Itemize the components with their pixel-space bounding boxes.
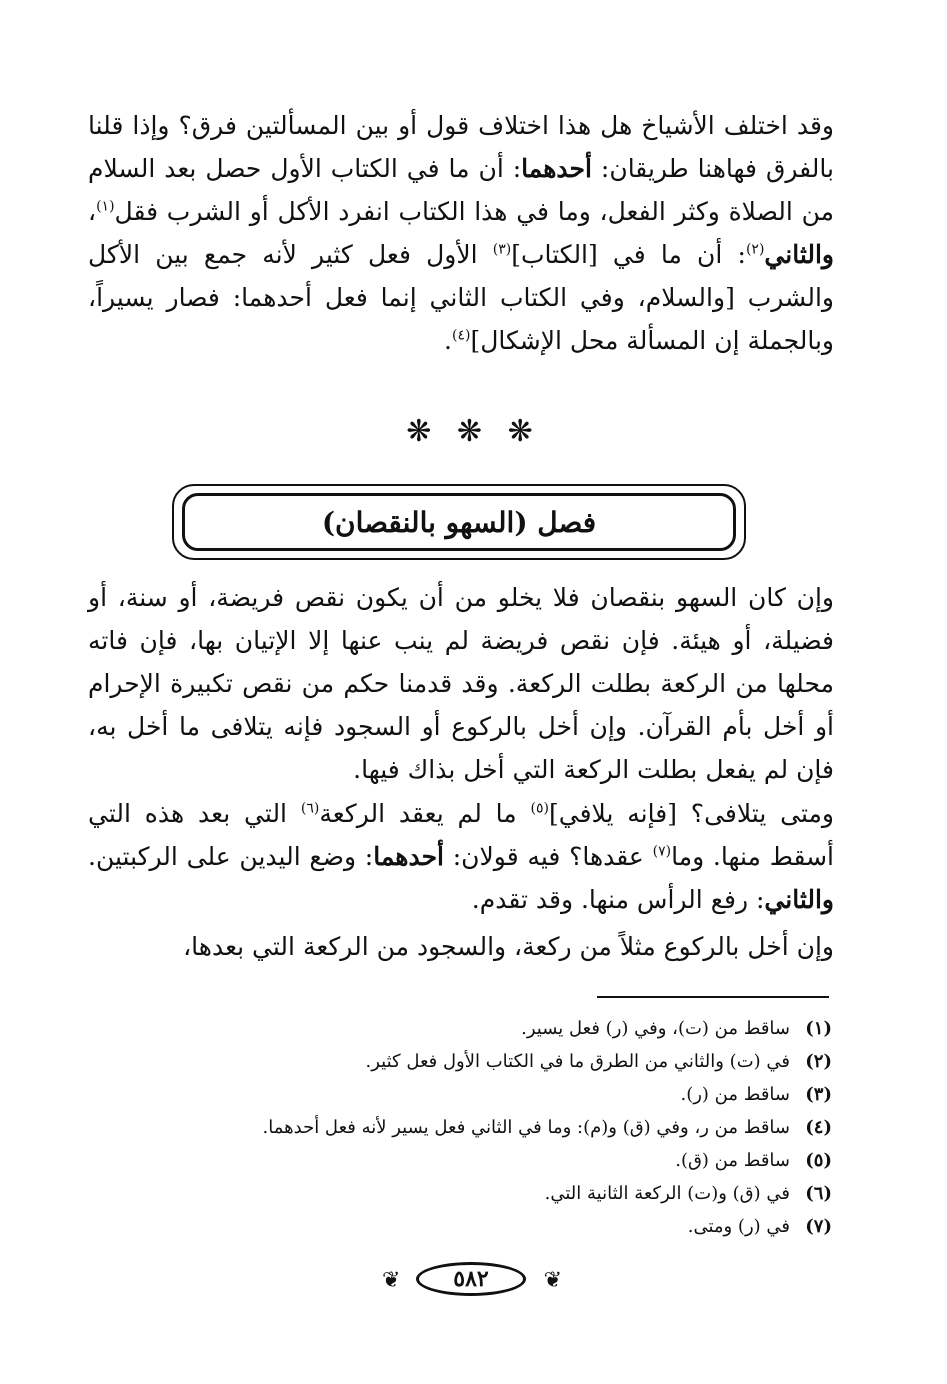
footnote-ref: (٤): [451, 327, 471, 344]
footnote-number: (٢): [805, 1051, 832, 1072]
footnote-number: (١): [805, 1018, 832, 1039]
paragraph-2: وإن كان السهو بنقصان فلا يخلو من أن يكون نقص فريضة، أو سنة، أو فضيلة، أو هيئة. فإن نقص فريضة لم ينب عنها إلا الإتيان بها، فإن فاته محلها من الركعة بطلت الركعة. وقد قدمنا حكم من نقص تكبيرة الإحرام أو أخل بأم القرآن. وإن أخل بالركوع أو السجود فإنه يتلافى ما أخل به، فإن لم يفعل بطلت الركعة التي أخل بذاك فيها.: [88, 583, 834, 784]
footnote-item: [160, 1144, 832, 1177]
text-run: التي بعد هذه التي أسقط منها. وما: [88, 799, 834, 871]
section-title: فصل (السهو بالنقصان): [321, 505, 597, 539]
footnote-number: (٥): [805, 1150, 832, 1171]
footnote-item: [160, 1045, 832, 1078]
text-run: ،: [88, 197, 97, 226]
footnote-ref: (٣): [492, 241, 512, 258]
page-number: ٥٨٢: [416, 1262, 526, 1296]
footnote-item: [160, 1210, 832, 1243]
bold-term: والثاني: [764, 885, 834, 914]
footnote-text: في (ر) ومتى.: [687, 1216, 790, 1237]
footnote-text: في (ق) و(ت) الركعة الثانية التي.: [544, 1183, 790, 1204]
text-run: : أن ما في الكتاب الأول حصل بعد السلام من الصلاة وكثر الفعل، وما في هذا الكتاب انفرد الأكل أو الشرب فقل: [88, 154, 834, 226]
footnote-ref: (٢): [745, 241, 765, 258]
bold-term: والثاني: [764, 240, 834, 269]
text-run: الأول فعل كثير لأنه جمع بين الأكل والشرب [والسلام، وفي الكتاب الثاني إنما فعل أحدهما: فصار يسيراً، وبالجملة إن المسألة محل الإشكال]: [88, 240, 834, 355]
section-separator: ❋ ❋ ❋: [406, 414, 541, 449]
text-run: .: [444, 326, 452, 355]
section-heading-inner-frame: [182, 493, 736, 551]
text-run: ومتى يتلافى؟ [فإنه يلافي]: [549, 799, 834, 828]
footnote-item: [160, 1012, 832, 1045]
footnote-number: (٤): [805, 1117, 832, 1138]
text-run: : وضع اليدين على الركبتين.: [88, 842, 374, 871]
footnote-ref: (٧): [652, 843, 672, 860]
footnote-divider: [597, 996, 829, 998]
footnote-ref: (١): [96, 198, 115, 215]
text-run: وقد اختلف الأشياخ هل هذا اختلاف قول أو بين المسألتين فرق؟ وإذا قلنا بالفرق فهاهنا طريقان:: [88, 111, 834, 183]
footnote-text: ساقط من ر، وفي (ق) و(م): وما في الثاني فعل يسير لأنه فعل أحدهما.: [262, 1117, 790, 1138]
paragraph-4: وإن أخل بالركوع مثلاً من ركعة، والسجود من الركعة التي بعدها،: [183, 932, 834, 961]
footnotes: [160, 1012, 832, 1243]
footnote-text: في (ت) والثاني من الطرق ما في الكتاب الأول فعل كثير.: [365, 1051, 790, 1072]
footnote-text: ساقط من (ق).: [675, 1150, 790, 1171]
bold-term: أحدهما: [521, 154, 592, 183]
text-run: : رفع الرأس منها. وقد تقدم.: [471, 885, 765, 914]
flourish-right-icon: ❦: [543, 1268, 562, 1293]
text-run: عقدها؟ فيه قولان:: [443, 842, 653, 871]
footnote-ref: (٦): [300, 800, 320, 817]
footnote-text: ساقط من (ت)، وفي (ر) فعل يسير.: [521, 1018, 790, 1039]
footnote-ref: (٥): [530, 800, 549, 817]
section-heading-frame: [172, 484, 746, 560]
page-number-ornament: [372, 1258, 572, 1302]
footnote-text: ساقط من (ر).: [680, 1084, 790, 1105]
text-run: : أن ما في [الكتاب]: [511, 240, 746, 269]
footnote-number: (٦): [805, 1183, 832, 1204]
footnote-number: (٣): [805, 1084, 832, 1105]
paragraph-1: [88, 104, 834, 362]
footnote-item: [160, 1111, 832, 1144]
text-run: ما لم يعقد الركعة: [319, 799, 531, 828]
paragraph-3: [88, 792, 834, 921]
footnote-item: [160, 1177, 832, 1210]
flourish-left-icon: ❦: [382, 1268, 401, 1293]
footnote-item: [160, 1078, 832, 1111]
bold-term: أحدهما: [373, 842, 444, 871]
footnote-number: (٧): [805, 1216, 832, 1237]
